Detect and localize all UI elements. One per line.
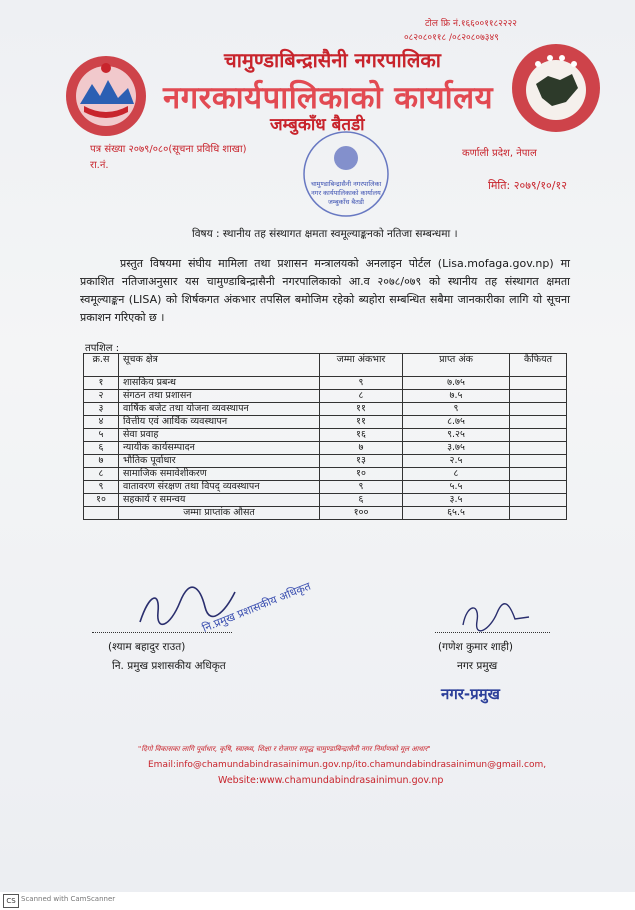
cell-remarks [510, 429, 567, 442]
col-header-score: प्राप्त अंक [403, 354, 510, 377]
cell-area: सहकार्य र समन्वय [119, 494, 320, 507]
cell-sn: ५ [84, 429, 119, 442]
score-table [83, 353, 567, 520]
office-name: नगरकार्यपालिकाको कार्यालय [163, 80, 494, 116]
cell-area: सेवा प्रवाह [119, 429, 320, 442]
cell-score: ८.७५ [403, 416, 510, 429]
table-row [84, 429, 567, 442]
mayor-stamp: नगर-प्रमुख [441, 685, 500, 703]
cell-sn: १ [84, 377, 119, 390]
cell-score: ९ [403, 403, 510, 416]
office-seal-stamp [300, 128, 392, 220]
cell-remarks [510, 468, 567, 481]
letter-subject: विषय : स्थानीय तह संस्थागत क्षमता स्वमूल्याङ्कनको नतिजा सम्बन्धमा । [192, 228, 458, 240]
cell-weight: १६ [320, 429, 403, 442]
cell-area: संगठन तथा प्रशासन [119, 390, 320, 403]
cell-area: शासकिय प्रबन्ध [119, 377, 320, 390]
cell-sn: ७ [84, 455, 119, 468]
municipality-name: चामुण्डाबिन्द्रासैनी नगरपालिका [224, 48, 441, 72]
stamp-text-3: जम्बुकाँध बैतडी [328, 198, 364, 206]
table-caption: तपशिल : [85, 343, 120, 354]
cell-sn: २ [84, 390, 119, 403]
cell-sn: ४ [84, 416, 119, 429]
cell-sn: ९ [84, 481, 119, 494]
cell-score: ३.५ [403, 494, 510, 507]
table-row [84, 416, 567, 429]
total-weight: १०० [320, 507, 403, 520]
province-name: कर्णाली प्रदेश, नेपाल [462, 148, 537, 159]
cell-score: ७.७५ [403, 377, 510, 390]
cell-weight: ११ [320, 416, 403, 429]
cell-weight: ७ [320, 442, 403, 455]
cell-remarks [510, 416, 567, 429]
total-label: जम्मा प्राप्तांक औसत [119, 507, 320, 520]
stamp-text-1: चामुण्डाबिन्द्रासैनी नगरपालिका [310, 180, 382, 188]
cell-weight: १० [320, 468, 403, 481]
cell-weight: १३ [320, 455, 403, 468]
reference-number: पत्र संख्या २०७९/०८०(सूचना प्रविधि शाखा) [90, 144, 247, 155]
col-header-area: सूचक क्षेत्र [119, 354, 320, 377]
stamp-text-2: नगर कार्यपालिकाको कार्यालय [311, 189, 381, 197]
nepal-emblem-logo [62, 52, 150, 140]
cell-area: वित्तीय एवं आर्थिक व्यवस्थापन [119, 416, 320, 429]
footer-email: Email:info@chamundabindrasainimun.gov.np/ito.chamundabindrasainimun@gmail.com, [148, 760, 547, 770]
total-score: ६५.५ [403, 507, 510, 520]
table-row [84, 377, 567, 390]
cell-sn: ८ [84, 468, 119, 481]
cell-score: ८ [403, 468, 510, 481]
camscanner-label: Scanned with CamScanner [21, 895, 116, 903]
cell-weight: ९ [320, 377, 403, 390]
left-signatory-name: (श्याम बहादुर राउत) [108, 641, 186, 653]
cell-score: ५.५ [403, 481, 510, 494]
cell-area: वार्षिक बजेट तथा योजना व्यवस्थापन [119, 403, 320, 416]
left-signatory-title: नि. प्रमुख प्रशासकीय अधिकृत [112, 660, 226, 672]
right-signatory-title: नगर प्रमुख [457, 660, 498, 672]
letter-date: मिति: २०७९/१०/१२ [488, 179, 567, 192]
col-header-remarks: कैफियत [510, 354, 567, 377]
cell-remarks [510, 390, 567, 403]
cell-area: सामाजिक समावेशीकरण [119, 468, 320, 481]
cell-score: ३.७५ [403, 442, 510, 455]
right-signatory-name: (गणेश कुमार शाही) [438, 641, 514, 653]
cell-score: ९.२५ [403, 429, 510, 442]
table-row [84, 455, 567, 468]
phone-numbers: ०८२०८०११८ /०८२०८०७३४९ [404, 33, 499, 43]
toll-free-number: टोल फ्रि नं.१६६००११८२२२२ [425, 19, 517, 29]
right-signature-line [435, 632, 550, 633]
cell-remarks [510, 377, 567, 390]
cell-remarks [510, 481, 567, 494]
col-header-weight: जम्मा अंकभार [320, 354, 403, 377]
cell-sn: ६ [84, 442, 119, 455]
karnali-province-logo [508, 40, 604, 136]
cell-area: न्यायीक कार्यसम्पादन [119, 442, 320, 455]
district-name: जम्बुकाँध बैतडी [270, 115, 365, 135]
cell-remarks [510, 494, 567, 507]
table-total-row [84, 507, 567, 520]
cell-sn [84, 507, 119, 520]
cell-weight: ६ [320, 494, 403, 507]
col-header-sn: क्र.स [84, 354, 119, 377]
left-official-stamp: नि.प्रमुख प्रशासकीय अधिकृत [200, 579, 313, 635]
table-row [84, 403, 567, 416]
table-row [84, 468, 567, 481]
cell-score: ७.५ [403, 390, 510, 403]
cell-remarks [510, 442, 567, 455]
right-signature [455, 595, 535, 635]
dispatch-number: रा.नं. [90, 160, 109, 171]
cell-remarks [510, 403, 567, 416]
cell-sn: ३ [84, 403, 119, 416]
footer-motto: "दिगो विकासका लागि पूर्वाधार, कृषि, स्वास्थ्य, शिक्षा र रोजगार समृद्ध चामुण्डाबिन्द्रासैनी नगर निर्माणको मूल आधार" [138, 745, 431, 753]
table-row [84, 390, 567, 403]
cell-remarks [510, 455, 567, 468]
table-row [84, 481, 567, 494]
footer-website: Website:www.chamundabindrasainimun.gov.np [218, 775, 444, 786]
cell-weight: ९ [320, 481, 403, 494]
cell-sn: १० [84, 494, 119, 507]
cell-weight: ८ [320, 390, 403, 403]
cell-area: भौतिक पूर्वाधार [119, 455, 320, 468]
letter-body: प्रस्तुत विषयमा संघीय मामिला तथा प्रशासन मन्त्रालयको अनलाइन पोर्टल (Lisa.mofaga.gov.np) मा प्रकाशित नतिजाअनुसार यस चामुण्डाबिन्द्रासैनी नगरपालिकाको आ.व २०७८/०७९ को स्थानीय तह संस्थागत क्षमता स्वमूल्याङ्कन (LISA) को शिर्षकगत अंकभार तपसिल बमोजिम रहेको ब्यहोरा सम्बन्धित सबैमा जानकारीका लागि यो सूचना प्रकाशन गरिएको छ । [80, 257, 570, 324]
table-row [84, 494, 567, 507]
cell-score: २.५ [403, 455, 510, 468]
cell-remarks [510, 507, 567, 520]
table-row [84, 442, 567, 455]
cell-weight: ११ [320, 403, 403, 416]
cell-area: वातावरण संरक्षण तथा विपद् व्यवस्थापन [119, 481, 320, 494]
camscanner-icon: CS [3, 894, 19, 908]
